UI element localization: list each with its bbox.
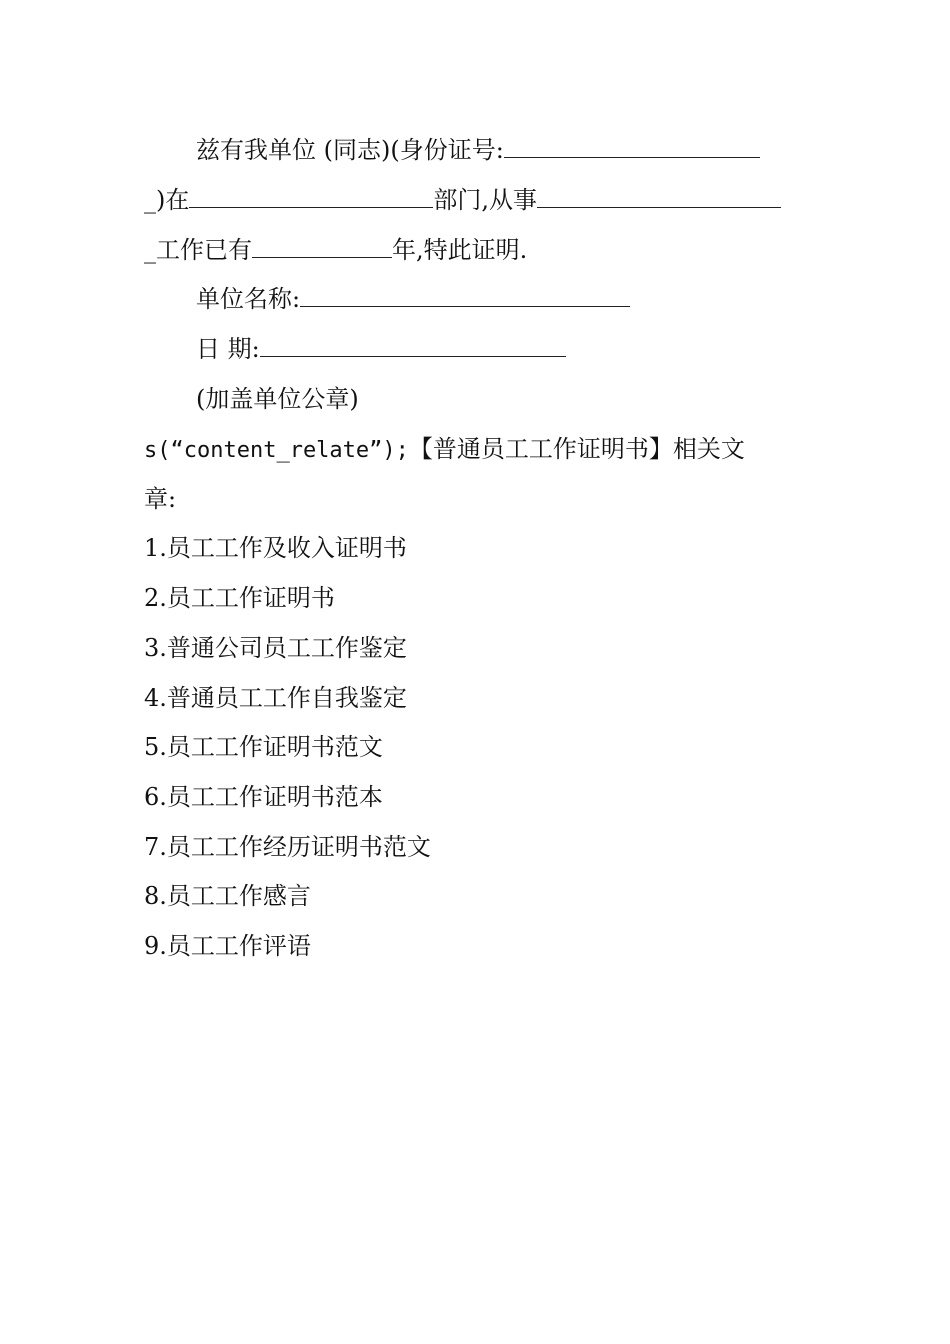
job-blank [537, 185, 781, 208]
certificate-line-3-prefix: _工作已有 [144, 236, 252, 264]
list-item[interactable]: 2.员工工作证明书 [144, 584, 335, 612]
date-line [196, 334, 866, 364]
certificate-line-1 [196, 135, 866, 165]
unit-name-label: 单位名称: [196, 285, 301, 313]
list-item[interactable]: 1.员工工作及收入证明书 [144, 534, 407, 562]
related-heading-text: 【普通员工工作证明书】相关文 [408, 435, 745, 463]
list-item[interactable]: 4.普通员工工作自我鉴定 [144, 684, 407, 712]
seal-note: (加盖单位公章) [196, 385, 359, 413]
list-item[interactable]: 5.员工工作证明书范文 [144, 733, 383, 761]
unit-name-line [196, 284, 866, 314]
list-item[interactable]: 3.普通公司员工工作鉴定 [144, 634, 407, 662]
certificate-line-1-text: 兹有我单位 (同志)(身份证号: [196, 136, 504, 164]
script-residue-text: s(“content_relate”); [144, 438, 409, 463]
related-heading [144, 434, 814, 464]
date-label: 日 期: [196, 335, 260, 363]
list-item[interactable]: 6.员工工作证明书范本 [144, 783, 383, 811]
certificate-line-2-middle: 部门,从事 [433, 186, 538, 214]
related-heading-continued: 章: [144, 485, 177, 513]
list-item[interactable]: 8.员工工作感言 [144, 882, 311, 910]
list-item[interactable]: 9.员工工作评语 [144, 932, 311, 960]
date-blank [260, 334, 566, 357]
certificate-line-3-suffix: 年,特此证明. [392, 236, 528, 264]
id-number-blank [504, 135, 760, 158]
unit-name-blank [300, 284, 630, 307]
department-blank [189, 185, 433, 208]
certificate-line-2 [144, 185, 814, 215]
certificate-line-2-prefix: _)在 [144, 186, 190, 214]
list-item[interactable]: 7.员工工作经历证明书范文 [144, 833, 431, 861]
certificate-line-3 [144, 235, 814, 265]
years-blank [252, 235, 392, 258]
